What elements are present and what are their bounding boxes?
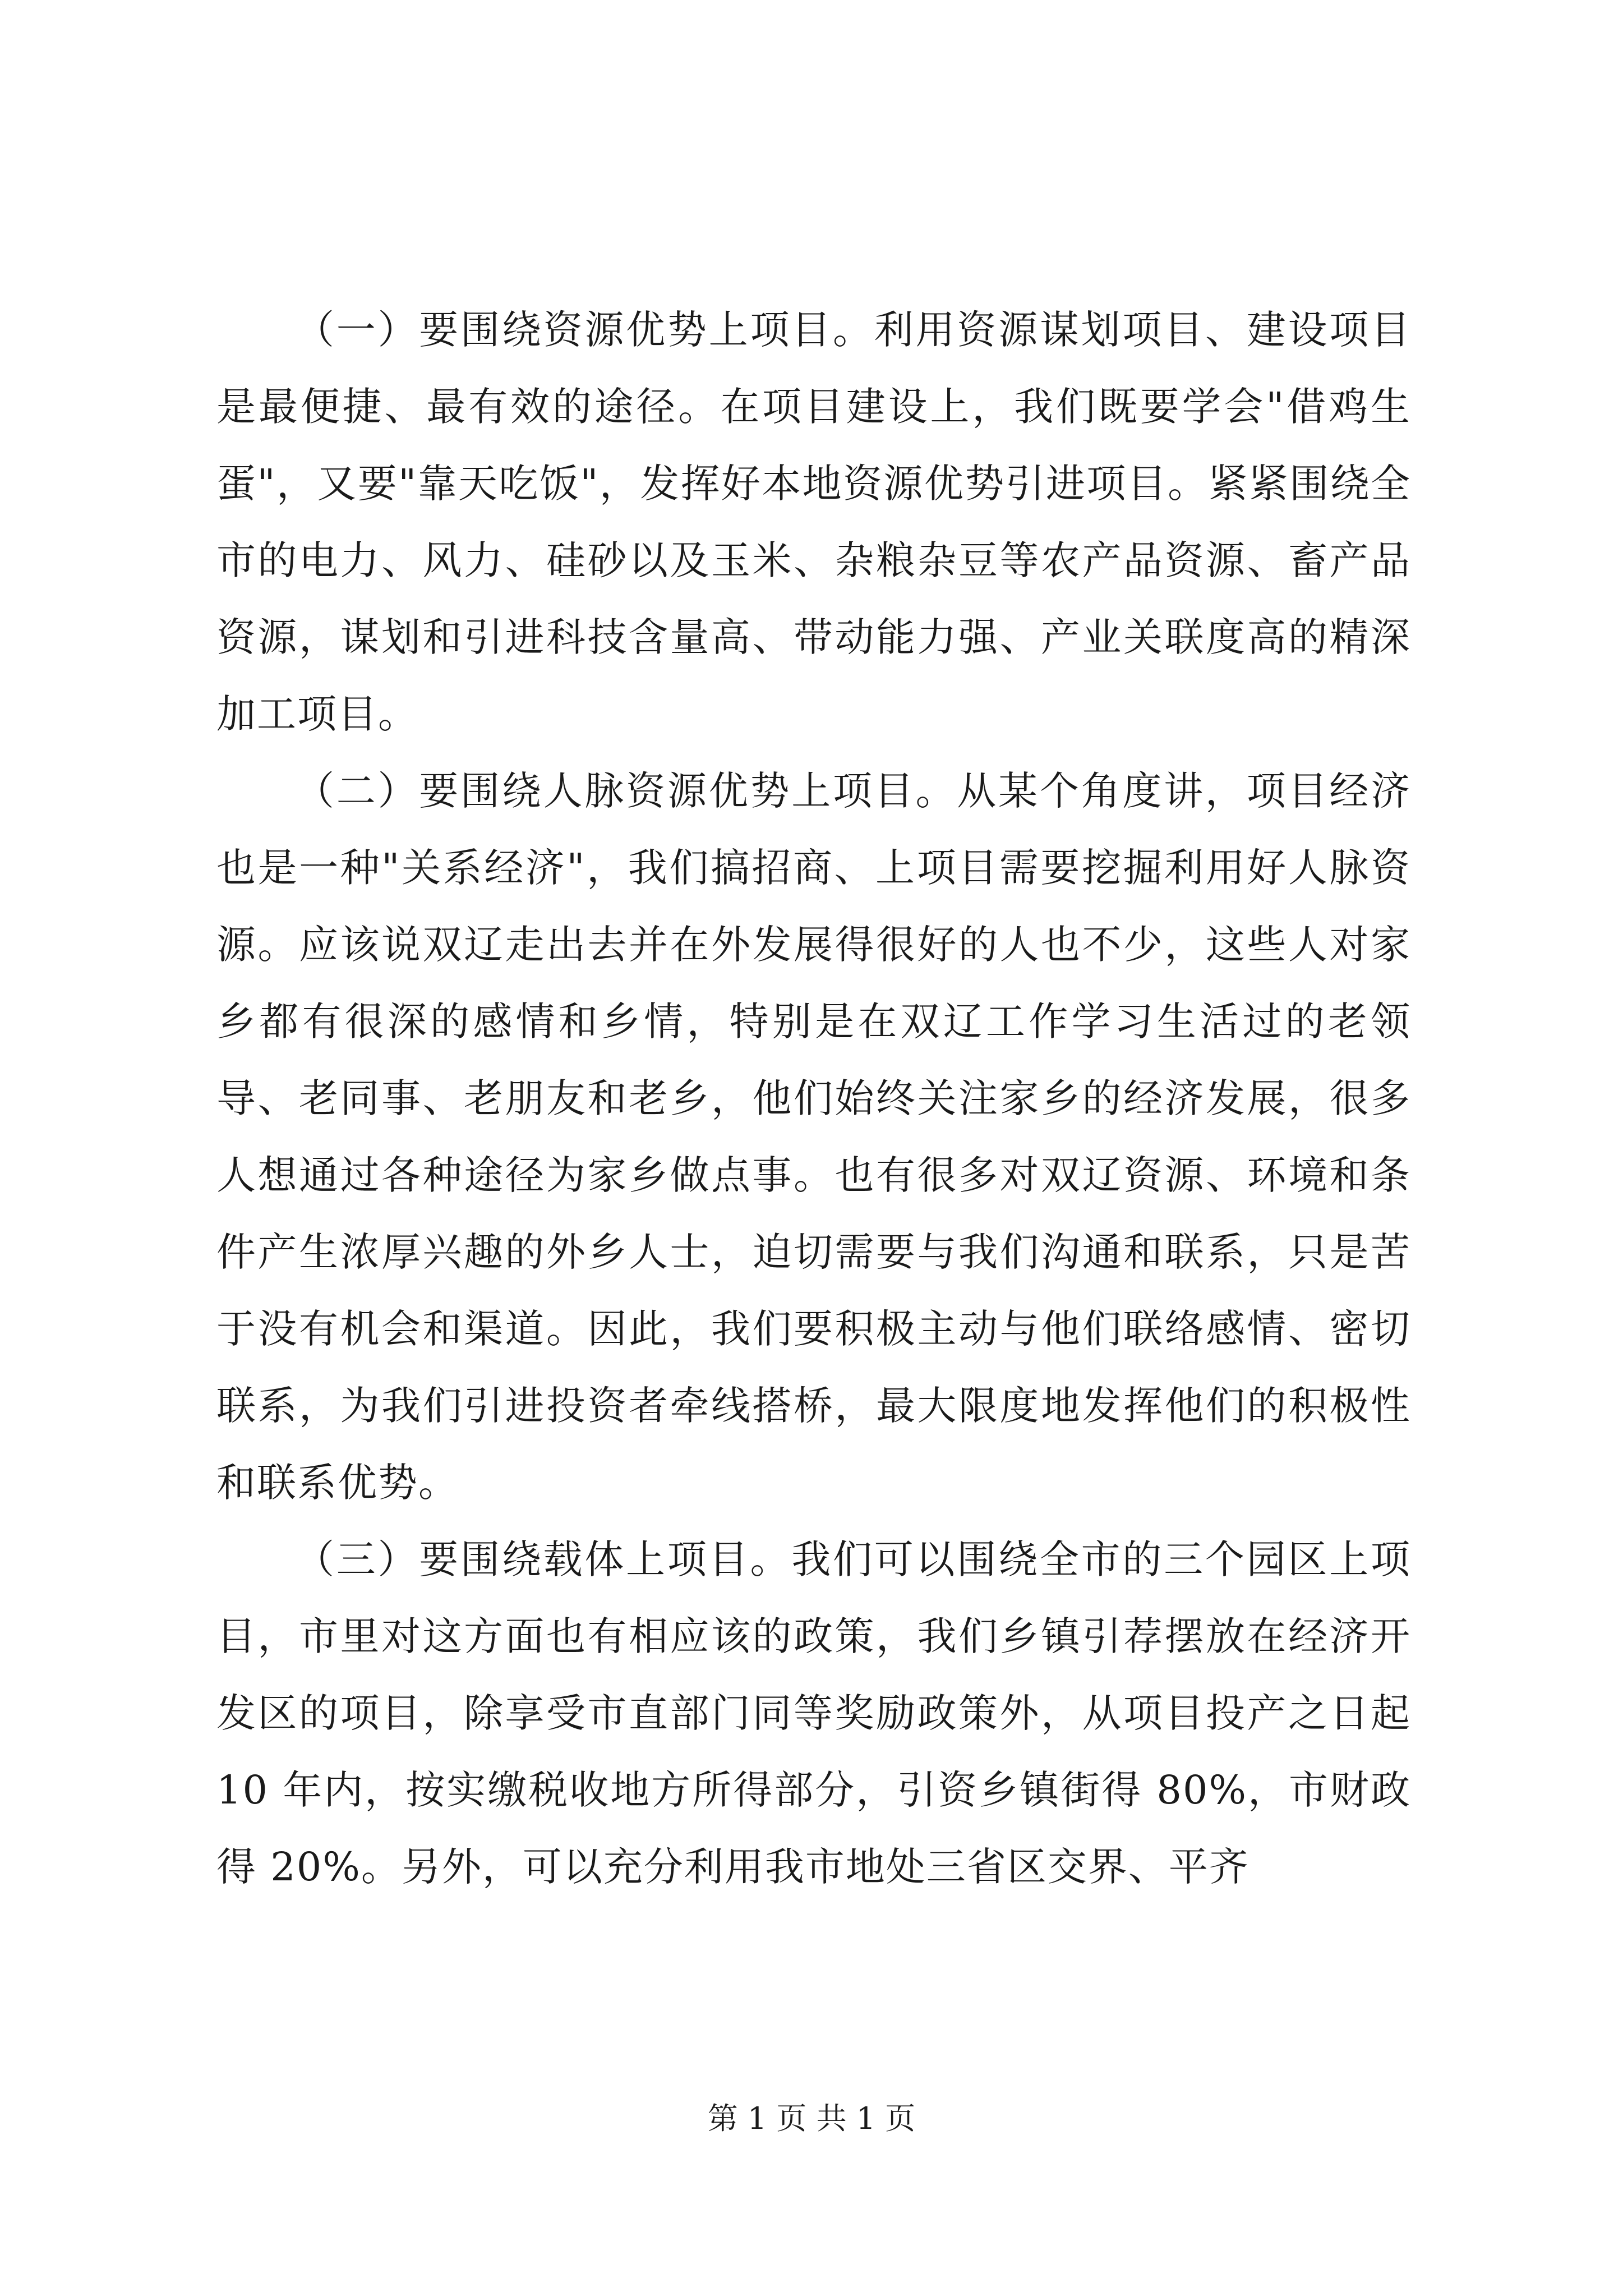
paragraph-resource-advantage: （一）要围绕资源优势上项目。利用资源谋划项目、建设项目是最便捷、最有效的途径。在项目建设上，我们既要学会"借鸡生蛋"，又要"靠天吃饭"，发挥好本地资源优势引进项目。紧紧围绕全市的电力、风力、硅砂以及玉米、杂粮杂豆等农产品资源、畜产品资源，谋划和引进科技含量高、带动能力强、产业关联度高的精深加工项目。 (216, 307, 1411, 737)
document-body (216, 292, 1411, 1906)
paragraph-network-advantage: （二）要围绕人脉资源优势上项目。从某个角度讲，项目经济也是一种"关系经济"，我们搞招商、上项目需要挖掘利用好人脉资源。应该说双辽走出去并在外发展得很好的人也不少，这些人对家乡都有很深的感情和乡情，特别是在双辽工作学习生活过的老领导、老同事、老朋友和老乡，他们始终关注家乡的经济发展，很多人想通过各种途径为家乡做点事。也有很多对双辽资源、环境和条件产生浓厚兴趣的外乡人士，迫切需要与我们沟通和联系，只是苦于没有机会和渠道。因此，我们要积极主动与他们联络感情、密切联系，为我们引进投资者牵线搭桥，最大限度地发挥他们的积极性和联系优势。 (216, 768, 1411, 1506)
page-footer: 第 1 页 共 1 页 (707, 2101, 916, 2136)
paragraph-carrier-projects: （三）要围绕载体上项目。我们可以围绕全市的三个园区上项目，市里对这方面也有相应该的政策，我们乡镇引荐摆放在经济开发区的项目，除享受市直部门同等奖励政策外，从项目投产之日起 10 年内，按实缴税收地方所得部分，引资乡镇街得 80%，市财政得 20%。另外，可以充分利用我市地处三省区交界、平齐 (216, 1536, 1411, 1890)
